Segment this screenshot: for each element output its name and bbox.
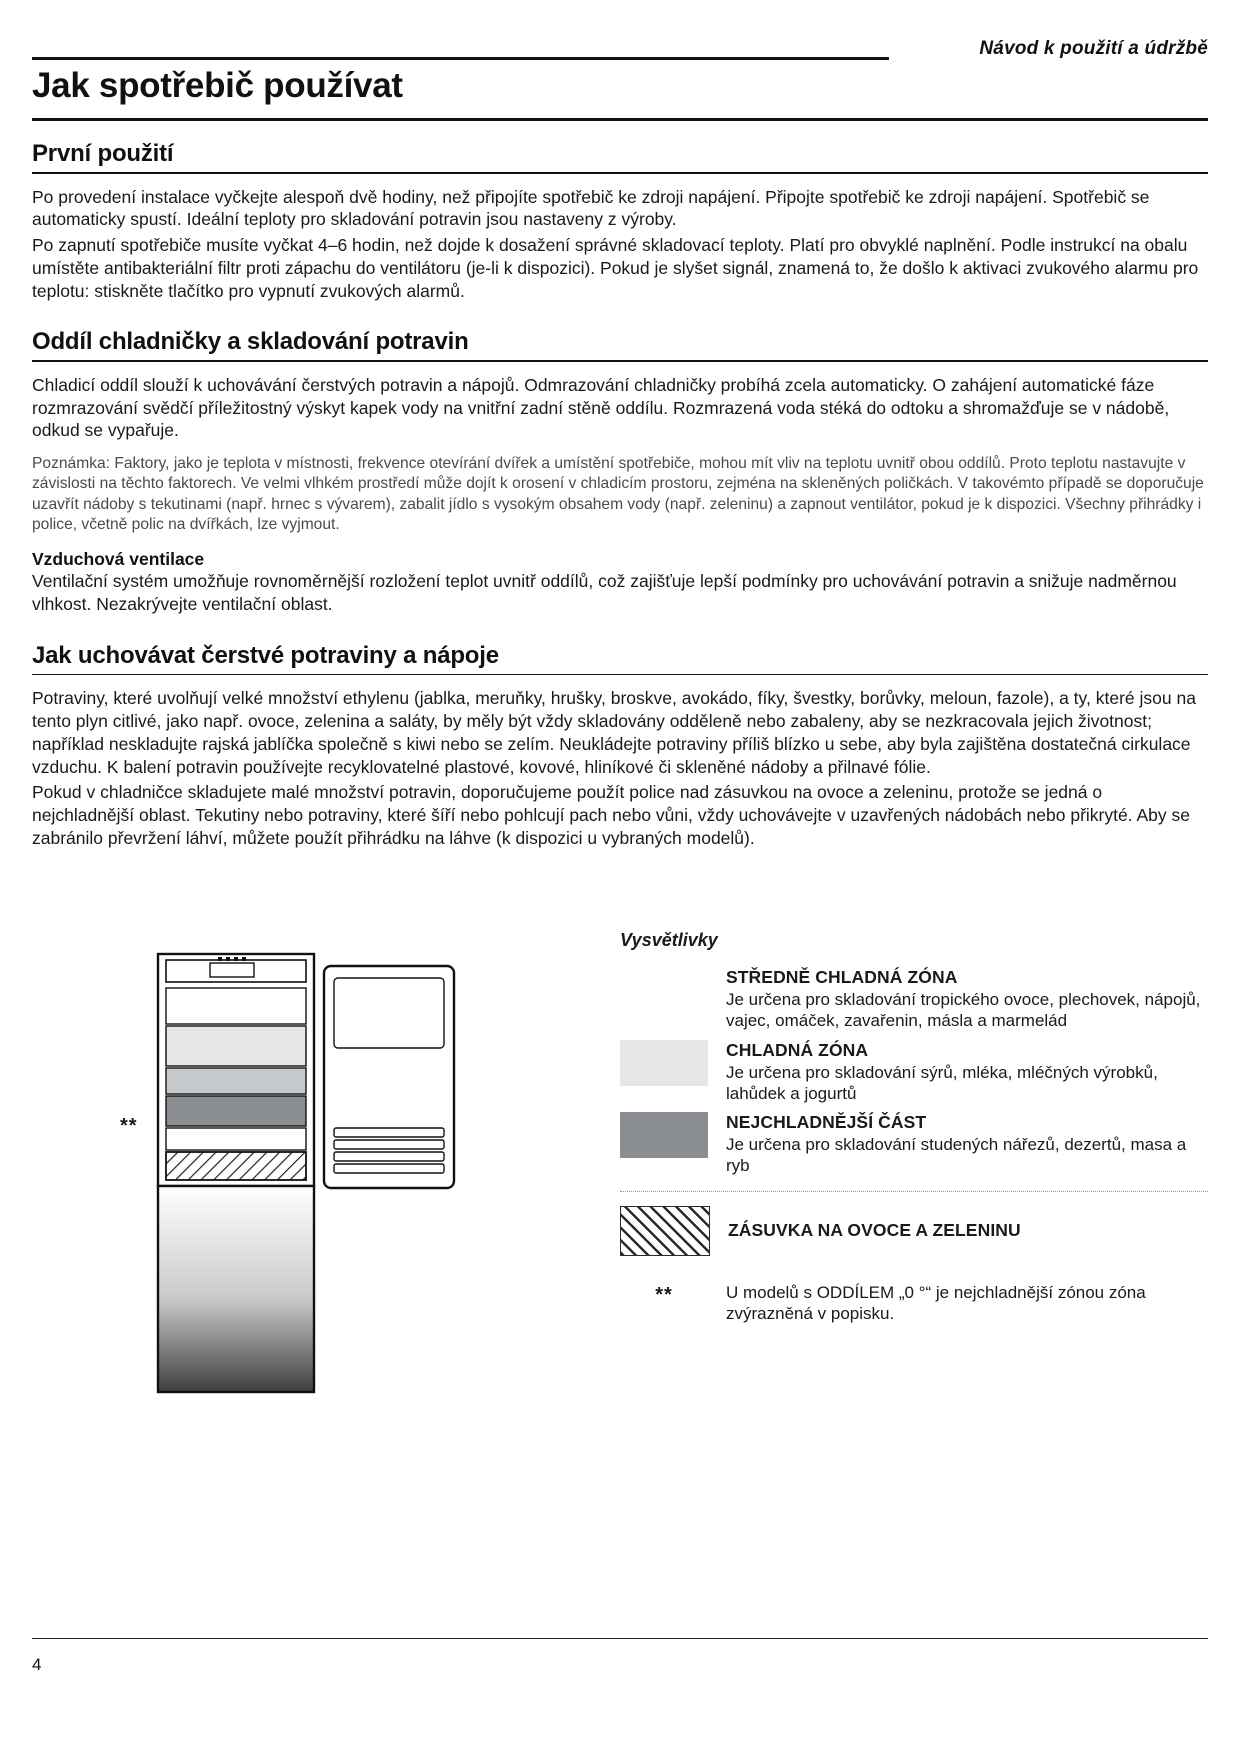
legend-item-title: CHLADNÁ ZÓNA — [726, 1039, 869, 1060]
legend-item-title: ZÁSUVKA NA OVOCE A ZELENINU — [728, 1219, 1021, 1240]
paragraph: Pokud v chladničce skladujete malé množství potravin, doporučujeme použít police nad zásuvkou na ovoce a zeleninu, protože se jedná o nejchladnější oblast. Tekutiny nebo potraviny, které šíří nebo pohlcují pach nebo vůni, vždy uchovávejte v uzavřených nádobách nebo přikryté. Aby se zabránilo převržení láhví, můžete použít přihrádku na láhve (k dispozici u vybraných modelů). — [32, 782, 1190, 848]
legend-divider — [620, 1191, 1208, 1192]
header-rule — [32, 57, 889, 60]
legend-item — [620, 967, 1208, 1032]
legend-item-title: STŘEDNĚ CHLADNÁ ZÓNA — [726, 967, 958, 987]
swatch-medium-cold-zone — [620, 967, 708, 1013]
running-head: Návod k použití a údržbě — [979, 38, 1208, 59]
paragraph: Po provedení instalace vyčkejte alespoň dvě hodiny, než připojíte spotřebič ke zdroji napájení. Připojte spotřebič ke zdroji napájení. Spotřebič se automaticky spustí. Ideální teploty pro skladování potravin jsou nastaveny z výroby. — [32, 186, 1150, 230]
fridge-illustration — [152, 948, 482, 1398]
section-rule — [32, 674, 1208, 676]
page-title: Jak spotřebič používat — [32, 66, 403, 105]
document-content — [32, 140, 1208, 850]
legend-item — [620, 1040, 1208, 1105]
legend-item — [620, 1112, 1208, 1177]
figure-left-marker: ** — [120, 1115, 138, 1137]
footnote-marker: ** — [655, 1283, 673, 1306]
footer-rule — [32, 1638, 1208, 1639]
legend-item-desc: Je určena pro skladování sýrů, mléka, mléčných výrobků, lahůdek a jogurtů — [726, 1062, 1158, 1103]
legend-item-desc: Je určena pro skladování studených nářezů, dezertů, masa a ryb — [726, 1135, 1187, 1176]
section-rule — [32, 360, 1208, 362]
legend-title: Vysvětlivky — [620, 930, 718, 950]
swatch-coldest-zone — [620, 1112, 708, 1158]
title-underline — [32, 118, 1208, 121]
legend-item-drawer — [620, 1206, 1208, 1256]
paragraph: Potraviny, které uvolňují velké množství ethylenu (jablka, meruňky, hrušky, broskve, avokádo, fíky, švestky, borůvky, meloun, fazole), a ty, které jsou na tento plyn citlivé, jako např. ovoce, zelenina a saláty, by měly být vždy skladovány odděleně nebo zabaleny, aby se nezkracovala jejich životnost; například neskladujte rajská jablíčka společně s kiwi nebo se zelím. Neukládejte potraviny příliš blízko u sebe, aby byla zajištěna dostatečná cirkulace vzduchu. K balení potravin používejte recyklovatelné plastové, kovové, hliníkové či skleněné nádoby a přilnavé fólie. — [32, 688, 1196, 777]
paragraph: Chladicí oddíl slouží k uchovávání čerstvých potravin a nápojů. Odmrazování chladničky probíhá zcela automaticky. O zahájení automatické fáze rozmrazování svědčí příležitostný výskyt kapek vody na vnitřní zadní stěně oddílu. Rozmrazená voda stéká do odtoku a shromažďuje se v nádobě, odkud se vypařuje. — [32, 374, 1170, 441]
legend — [620, 930, 1208, 1324]
section-heading-fridge-compartment: Oddíl chladničky a skladování potravin — [32, 328, 469, 356]
figure-area — [32, 930, 1208, 1450]
subheading-air-ventilation: Vzduchová ventilace — [32, 549, 205, 570]
footnote-text: U modelů s ODDÍLEM „0 °“ je nejchladnější zónou zóna zvýrazněná v popisku. — [726, 1282, 1146, 1323]
paragraph: Po zapnutí spotřebiče musíte vyčkat 4–6 hodin, než dojde k dosažení správné skladovací teploty. Platí pro obvyklé naplnění. Podle instrukcí na obalu umístěte antibakteriální filtr proti zápachu do ventilátoru (je-li k dispozici). Pokud je slyšet signál, znamená to, že došlo k aktivaci zvukového alarmu pro teplotu: stiskněte tlačítko pro vypnutí zvukových alarmů. — [32, 235, 1199, 301]
paragraph: Ventilační systém umožňuje rovnoměrnější rozložení teplot uvnitř oddílů, což zajišťuje lepší podmínky pro uchovávání potravin a snižuje nadměrnou vlhkost. Nezakrývejte ventilační oblast. — [32, 571, 1177, 614]
swatch-cold-zone — [620, 1040, 708, 1086]
section-rule — [32, 172, 1208, 174]
legend-item-desc: Je určena pro skladování tropického ovoce, plechovek, nápojů, vajec, omáček, zavařenin, másla a marmelád — [726, 990, 1201, 1031]
section-heading-storing-fresh-food: Jak uchovávat čerstvé potraviny a nápoje — [32, 641, 499, 669]
section-heading-first-use: První použití — [32, 140, 174, 167]
legend-footnote — [620, 1282, 1208, 1325]
legend-item-title: NEJCHLADNĚJŠÍ ČÁST — [726, 1112, 927, 1132]
page-number: 4 — [32, 1655, 42, 1674]
swatch-crisper-drawer — [620, 1206, 710, 1256]
note-paragraph: Poznámka: Faktory, jako je teplota v místnosti, frekvence otevírání dvířek a umístění spotřebiče, mohou mít vliv na teplotu uvnitř obou oddílů. Proto teplotu nastavujte v závislosti na těchto faktorech. Ve velmi vlhkém prostředí může dojít k orosení v chladicím prostoru, zejména na skleněných poličkách. V takovémto případě se doporučuje uzavřít nádoby s tekutinami (např. hrnec s vývarem), zabalit jídlo s vysokým obsahem vody (např. zeleninu) a zapnout ventilátor, pokud je k dispozici. Všechny přihrádky i police, včetně polic na dvířkách, lze vyjmout. — [32, 455, 1204, 533]
